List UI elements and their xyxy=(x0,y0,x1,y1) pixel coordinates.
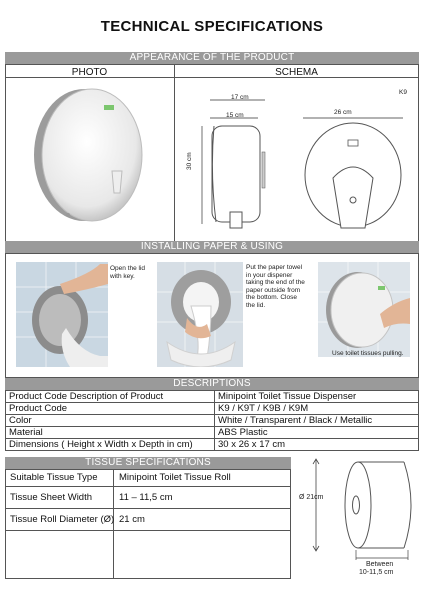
table-row xyxy=(6,427,419,439)
install-step3-image xyxy=(318,262,410,357)
table-cell: Product Code Description of Product xyxy=(6,391,215,403)
table-cell: Minipoint Toilet Tissue Dispenser xyxy=(215,391,419,403)
section-bar-tissue: TISSUE SPECIFICATIONS xyxy=(5,457,291,469)
table-cell: Color xyxy=(6,415,215,427)
table-cell: ABS Plastic xyxy=(215,427,419,439)
tissue-row-line xyxy=(5,486,291,487)
schema-side-view xyxy=(180,86,280,236)
section-bar-installing: INSTALLING PAPER & USING xyxy=(5,241,419,253)
dim-height-label: 30 cm xyxy=(186,152,193,170)
dim-depth-label: 15 cm xyxy=(226,112,244,119)
install-step2-image xyxy=(157,262,243,367)
section-bar-appearance: APPEARANCE OF THE PRODUCT xyxy=(5,52,419,64)
descriptions-table xyxy=(5,390,419,451)
roll-diameter-label: Ø 21cm xyxy=(299,494,324,501)
tissue-row-line xyxy=(5,530,291,531)
schema-label: SCHEMA xyxy=(275,67,318,78)
model-label: K9 xyxy=(399,89,407,96)
tissue-cell: Tissue Sheet Width xyxy=(10,492,93,503)
dim-top-label: 17 cm xyxy=(231,94,249,101)
table-row xyxy=(6,403,419,415)
install-step2-text: Put the paper towel in your dispener taking the end of the paper outside from the bottom. Close the lid. xyxy=(246,264,305,309)
install-step1-image xyxy=(16,262,108,367)
table-row xyxy=(6,439,419,451)
appearance-divider xyxy=(174,64,175,242)
section-bar-descriptions: DESCRIPTIONS xyxy=(5,378,419,390)
roll-between-value: 10-11,5 cm xyxy=(359,569,394,576)
table-row xyxy=(6,391,419,403)
roll-between-label: Between xyxy=(366,561,394,568)
photo-label: PHOTO xyxy=(71,67,108,78)
dim-width-label: 26 cm xyxy=(334,109,352,116)
tissue-cell: Tissue Roll Diameter (Ø) xyxy=(10,514,115,525)
tissue-cell: 11 – 11,5 cm xyxy=(119,492,173,503)
tissue-cell: Suitable Tissue Type xyxy=(10,472,98,483)
table-cell: White / Transparent / Black / Metallic xyxy=(215,415,419,427)
table-cell: Dimensions ( Height x Width x Depth in cm) xyxy=(6,439,215,451)
page-title: TECHNICAL SPECIFICATIONS xyxy=(100,18,324,35)
tissue-cell: 21 cm xyxy=(119,514,145,525)
install-step3-text: Use toilet tissues pulling. xyxy=(332,350,404,357)
table-cell: Product Code xyxy=(6,403,215,415)
tissue-row-line xyxy=(5,508,291,509)
table-row xyxy=(6,415,419,427)
tissue-roll-drawing xyxy=(292,454,422,574)
tissue-cell: Minipoint Toilet Tissue Roll xyxy=(119,472,231,483)
table-cell: Material xyxy=(6,427,215,439)
schema-front-view xyxy=(295,100,415,240)
table-cell: 30 x 26 x 17 cm xyxy=(215,439,419,451)
table-cell: K9 / K9T / K9B / K9M xyxy=(215,403,419,415)
dispenser-photo xyxy=(28,85,148,235)
install-step1-text: Open the lid with key. xyxy=(110,265,146,280)
